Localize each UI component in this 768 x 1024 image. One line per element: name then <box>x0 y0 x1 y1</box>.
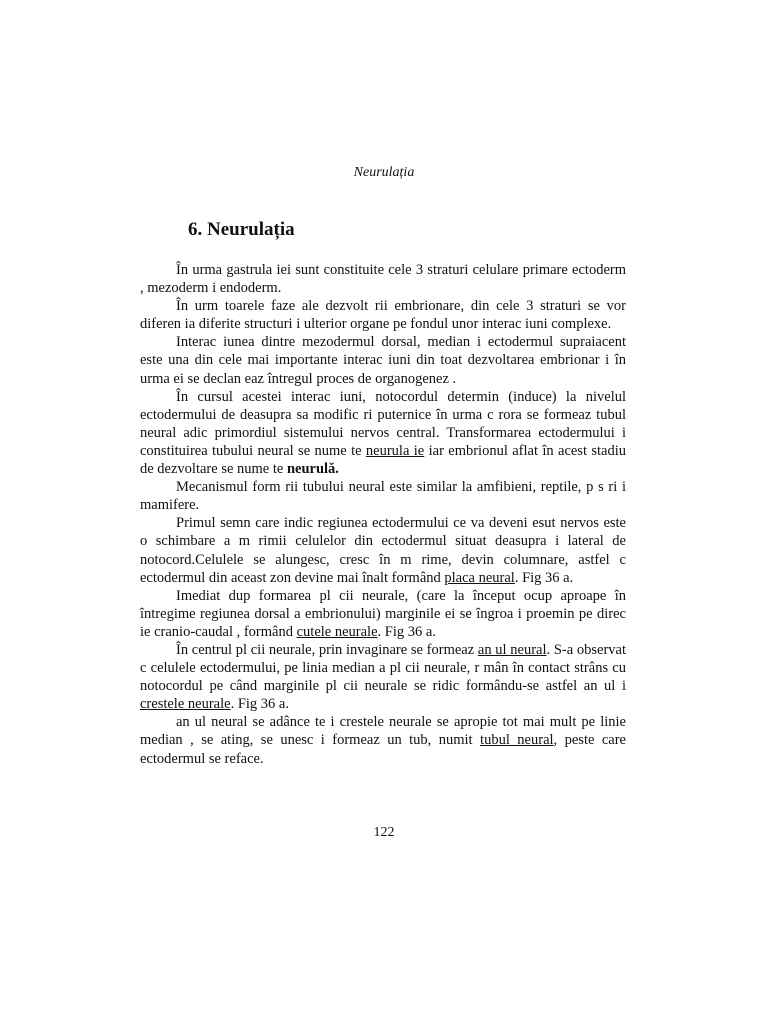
paragraph-text: În cursul acestei interac iuni, notocordul determin (induce) la nivelul ectodermului de deasupra sa modific ri puternice în urma c rora se formeaz tubul neural adic primordiul sistemului nervos central. Transformarea ectodermului i constituirea tubului neural se nume te <box>140 388 626 459</box>
paragraph-text: Imediat dup formarea pl cii neurale, (care la început ocup aproape în întregime regiunea dorsal a embrionului) marginile ei se îngroa i proemin pe direc ie cranio-caudal , formând <box>140 587 626 640</box>
paragraph-text: În centrul pl cii neurale, prin invaginare se formeaz <box>176 641 478 658</box>
paragraph-text: iar embrionul aflat în acest stadiu de dezvoltare se nume te <box>140 442 626 478</box>
body-text <box>140 261 626 768</box>
underlined-term: tubul neural <box>480 732 554 749</box>
paragraph-text: . Fig 36 a. <box>230 696 289 713</box>
paragraph: În urm toarele faze ale dezvolt rii embrionare, din cele 3 straturi se vor diferen ia diferite structuri i ulterior organe pe fondul unor interac iuni complexe. <box>140 298 626 333</box>
bold-term: neurulă. <box>286 461 339 478</box>
paragraph <box>140 514 626 586</box>
paragraph-text: . Fig 36 a. <box>377 623 436 640</box>
paragraph-text: an ul neural se adânce te i crestele neurale se apropie tot mai mult pe linie median , se ating, se unesc i formeaz un tub, numit <box>140 714 626 749</box>
paragraph: Mecanismul form rii tubului neural este similar la amfibieni, reptile, p s ri i mamifere. <box>140 479 626 514</box>
underlined-term: placa neural <box>444 569 515 586</box>
paragraph <box>140 388 626 478</box>
page-number: 122 <box>373 825 395 840</box>
underlined-term: crestele neurale <box>140 696 231 713</box>
paragraph-text: . S-a observat c celulele ectodermului, pe linia median a pl cii neurale, r mân în contact strâns cu notocordul pe când marginile pl cii neurale se ridic formându-se astfel an ul i <box>140 641 626 695</box>
underlined-term: an ul neural <box>477 641 547 658</box>
paragraph: Interac iunea dintre mezodermul dorsal, median i ectodermul supraiacent este una din cele mai importante interac iuni din toat dezvoltarea embrionar i în urma ei se declan eaz întregul proces de organogenez . <box>140 334 626 387</box>
chapter-title: 6. Neurulația <box>188 219 295 240</box>
paragraph-text: . Fig 36 a. <box>514 569 574 586</box>
running-header: Neurulația <box>353 165 415 180</box>
underlined-term: neurula ie <box>365 442 425 459</box>
paragraph: În urma gastrula iei sunt constituite cele 3 straturi celulare primare ectoderm , mezoderm i endoderm. <box>140 262 626 297</box>
paragraph <box>140 587 626 641</box>
paragraph-text: , peste care ectodermul se reface. <box>140 732 626 767</box>
underlined-term: cutele neurale <box>296 623 378 640</box>
paragraph <box>140 641 626 713</box>
paragraph-text: Primul semn care indic regiunea ectodermului ce va deveni esut nervos este o schimbare a m rimii celulelor din ectodermul situat deasupra i lateral de notocord.Celulele se alungesc, cresc în m rime, devin columnare, astfel c ectodermul din aceast zon devine mai înalt formând <box>140 515 626 586</box>
paragraph <box>140 713 626 767</box>
